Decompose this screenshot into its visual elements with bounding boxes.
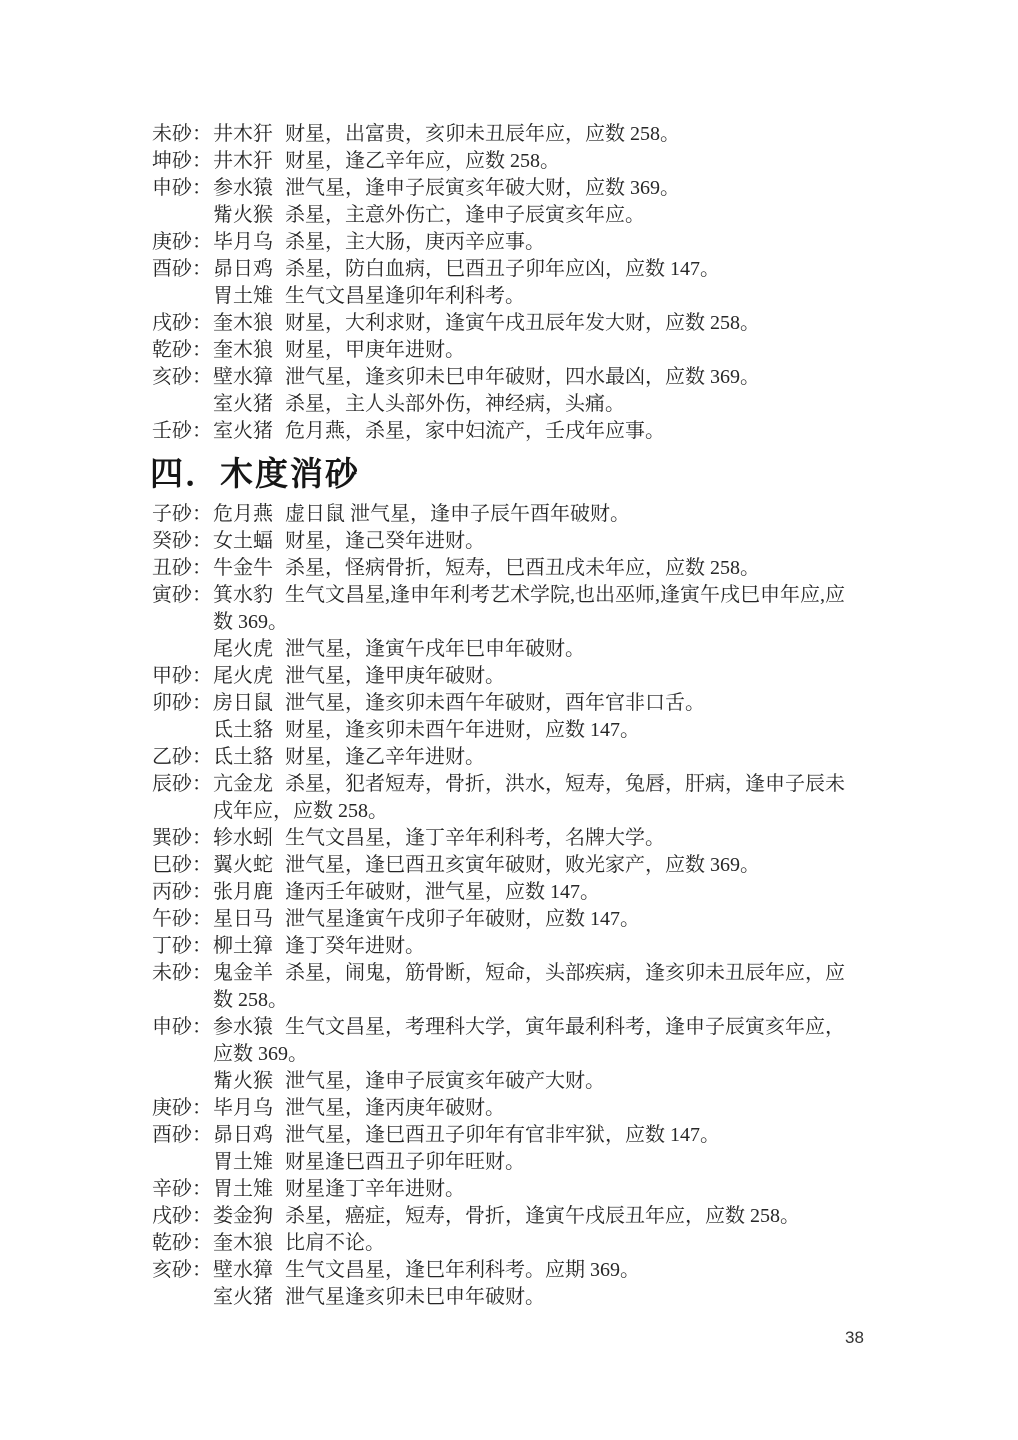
entry-description: 财星，逢乙辛年应，应数 258。 [285,150,560,172]
entry-content [213,1176,858,1203]
entry-content [213,337,858,364]
entry-label: 午砂： [152,908,212,930]
entry-star-name: 井木犴 [213,150,273,172]
entry-content [213,906,858,933]
entry-description: 泄气星，逢申子辰寅亥年破大财，应数 369。 [285,177,680,199]
entry-description: 生气文昌星，逢巳年利科考。应期 369。 [285,1259,640,1281]
entry-description: 泄气星，逢巳酉丑亥寅年破财，败光家产，应数 369。 [285,854,760,876]
entry-content [213,528,858,555]
entry-star-name: 鬼金羊 [213,962,273,984]
entry-row [152,202,875,229]
entry-label: 寅砂： [152,584,212,606]
entry-list-main [152,501,875,1311]
entry-star-name: 室火猪 [213,393,273,415]
entry-row [152,1014,875,1068]
entry-star-name: 女土蝠 [213,530,273,552]
entry-description: 泄气星，逢寅午戌年巳申年破财。 [285,638,585,660]
entry-label: 戌砂： [152,1205,212,1227]
entry-description: 比肩不论。 [285,1232,385,1254]
entry-description: 杀星，防白血病，巳酉丑子卯年应凶，应数 147。 [285,258,720,280]
entry-content [213,364,858,391]
text-block [152,121,875,1311]
entry-content [213,1230,858,1257]
entry-content [213,1014,858,1068]
entry-label: 辛砂： [152,1178,212,1200]
entry-description: 生气文昌星逢卯年利科考。 [285,285,525,307]
entry-star-name: 柳土獐 [213,935,273,957]
entry-star-name: 壁水獐 [213,1259,273,1281]
entry-description: 杀星，主大肠，庚丙辛应事。 [285,231,545,253]
entry-label: 坤砂： [152,150,212,172]
entry-label: 丙砂： [152,881,212,903]
entry-label: 巽砂： [152,827,212,849]
entry-star-name: 尾火虎 [213,665,273,687]
entry-row [152,337,875,364]
entry-content [213,121,858,148]
entry-label: 丑砂： [152,557,212,579]
entry-content [213,825,858,852]
entry-content [213,1095,858,1122]
entry-description: 泄气星逢亥卯未巳申年破财。 [285,1286,545,1308]
entry-description: 财星，逢己癸年进财。 [285,530,485,552]
entry-label: 癸砂： [152,530,212,552]
entry-label: 壬砂： [152,420,212,442]
entry-description: 杀星，癌症，短寿，骨折，逢寅午戌辰丑年应，应数 258。 [285,1205,800,1227]
entry-star-name: 轸水蚓 [213,827,273,849]
entry-row [152,825,875,852]
entry-star-name: 奎木狼 [213,312,273,334]
entry-label: 子砂： [152,503,212,525]
entry-row [152,852,875,879]
entry-star-name: 胃土雉 [213,285,273,307]
entry-row [152,1068,875,1095]
entry-star-name: 房日鼠 [213,692,273,714]
entry-content [213,744,858,771]
entry-description: 生气文昌星，考理科大学，寅年最利科考，逢申子辰寅亥年应，应数 369。 [213,1016,845,1065]
entry-content [213,391,858,418]
entry-row [152,1230,875,1257]
entry-star-name: 尾火虎 [213,638,273,660]
entry-row [152,1122,875,1149]
entry-content [213,555,858,582]
entry-row [152,1284,875,1311]
entry-star-name: 室火猪 [213,420,273,442]
entry-star-name: 危月燕 [213,503,273,525]
entry-star-name: 室火猪 [213,1286,273,1308]
entry-row [152,933,875,960]
entry-content [213,663,858,690]
entry-star-name: 亢金龙 [213,773,273,795]
entry-content [213,1203,858,1230]
entry-content [213,1149,858,1176]
entry-star-name: 觜火猴 [213,204,273,226]
entry-description: 财星，逢亥卯未酉午年进财，应数 147。 [285,719,640,741]
entry-row [152,1257,875,1284]
entry-row [152,364,875,391]
entry-star-name: 参水猿 [213,177,273,199]
entry-description: 财星，甲庚年进财。 [285,339,465,361]
entry-star-name: 井木犴 [213,123,273,145]
entry-star-name: 毕月乌 [213,231,273,253]
entry-description: 泄气星，逢亥卯未酉午年破财，酉年官非口舌。 [285,692,705,714]
entry-description: 生气文昌星,逢申年利考艺术学院,也出巫师,逢寅午戌巳申年应,应数 369。 [213,584,845,633]
entry-content [213,256,858,283]
entry-content [213,1284,858,1311]
entry-star-name: 星日马 [213,908,273,930]
entry-star-name: 胃土雉 [213,1178,273,1200]
entry-label: 申砂： [152,177,212,199]
entry-star-name: 奎木狼 [213,1232,273,1254]
entry-description: 财星，出富贵，亥卯未丑辰年应，应数 258。 [285,123,680,145]
entry-description: 泄气星逢寅午戌卯子年破财，应数 147。 [285,908,640,930]
entry-content [213,202,858,229]
entry-row [152,391,875,418]
entry-label: 酉砂： [152,1124,212,1146]
entry-row [152,582,875,636]
entry-star-name: 胃土雉 [213,1151,273,1173]
entry-star-name: 奎木狼 [213,339,273,361]
entry-content [213,690,858,717]
entry-row [152,1176,875,1203]
entry-row [152,663,875,690]
entry-row [152,744,875,771]
entry-row [152,283,875,310]
entry-content [213,1068,858,1095]
entry-content [213,933,858,960]
entry-content [213,148,858,175]
entry-star-name: 觜火猴 [213,1070,273,1092]
entry-label: 乾砂： [152,1232,212,1254]
entry-description: 财星，大利求财，逢寅午戌丑辰年发大财，应数 258。 [285,312,760,334]
entry-content [213,960,858,1014]
entry-description: 杀星，怪病骨折，短寿，巳酉丑戌未年应，应数 258。 [285,557,760,579]
entry-label: 卯砂： [152,692,212,714]
entry-star-name: 壁水獐 [213,366,273,388]
entry-row [152,121,875,148]
entry-star-name: 氐土貉 [213,746,273,768]
entry-description: 泄气星，逢甲庚年破财。 [285,665,505,687]
entry-row [152,555,875,582]
entry-content [213,879,858,906]
entry-star-name: 参水猿 [213,1016,273,1038]
entry-content [213,852,858,879]
entry-row [152,717,875,744]
entry-content [213,771,858,825]
entry-label: 未砂： [152,962,212,984]
entry-label: 甲砂： [152,665,212,687]
entry-row [152,1203,875,1230]
section-heading: 四．木度消砂 [150,455,360,492]
entry-star-name: 翼火蛇 [213,854,273,876]
entry-star-name: 昴日鸡 [213,1124,273,1146]
entry-label: 乾砂： [152,339,212,361]
entry-row [152,528,875,555]
entry-description: 生气文昌星，逢丁辛年利科考，名牌大学。 [285,827,665,849]
entry-label: 亥砂： [152,366,212,388]
entry-label: 庚砂： [152,1097,212,1119]
entry-description: 危月燕，杀星，家中妇流产，壬戌年应事。 [285,420,665,442]
entry-description: 杀星，犯者短寿，骨折，洪水，短寿，兔唇，肝病，逢申子辰未戌年应，应数 258。 [213,773,845,822]
entry-star-name: 娄金狗 [213,1205,273,1227]
entry-label: 丁砂： [152,935,212,957]
entry-row [152,175,875,202]
entry-label: 巳砂： [152,854,212,876]
entry-description: 杀星，主意外伤亡，逢申子辰寅亥年应。 [285,204,645,226]
entry-star-name: 氐土貉 [213,719,273,741]
entry-star-name: 昴日鸡 [213,258,273,280]
entry-description: 虚日鼠 泄气星，逢申子辰午酉年破财。 [285,503,630,525]
entry-description: 泄气星，逢巳酉丑子卯年有官非牢狱，应数 147。 [285,1124,720,1146]
entry-row [152,690,875,717]
entry-star-name: 牛金牛 [213,557,273,579]
entry-star-name: 毕月乌 [213,1097,273,1119]
entry-content [213,582,858,636]
entry-label: 辰砂： [152,773,212,795]
entry-row [152,229,875,256]
entry-content [213,310,858,337]
entry-description: 杀星，闹鬼，筋骨断，短命，头部疾病，逢亥卯未丑辰年应，应数 258。 [213,962,845,1011]
entry-row [152,960,875,1014]
entry-label: 亥砂： [152,1259,212,1281]
entry-row [152,771,875,825]
entry-star-name: 张月鹿 [213,881,273,903]
entry-row [152,501,875,528]
entry-label: 戌砂： [152,312,212,334]
entry-row [152,256,875,283]
entry-label: 酉砂： [152,258,212,280]
entry-row [152,148,875,175]
entry-label: 申砂： [152,1016,212,1038]
entry-list-top [152,121,875,445]
entry-content [213,229,858,256]
entry-row [152,1149,875,1176]
page-number: 38 [845,1328,864,1347]
entry-row [152,636,875,663]
entry-star-name: 箕水豹 [213,584,273,606]
entry-description: 财星逢丁辛年进财。 [285,1178,465,1200]
entry-description: 财星逢巳酉丑子卯年旺财。 [285,1151,525,1173]
entry-content [213,717,858,744]
entry-row [152,418,875,445]
entry-description: 泄气星，逢亥卯未巳申年破财，四水最凶，应数 369。 [285,366,760,388]
entry-row [152,879,875,906]
entry-description: 泄气星，逢申子辰寅亥年破产大财。 [285,1070,605,1092]
entry-description: 财星，逢乙辛年进财。 [285,746,485,768]
entry-content [213,1257,858,1284]
entry-description: 逢丙壬年破财，泄气星，应数 147。 [285,881,600,903]
entry-content [213,636,858,663]
entry-description: 泄气星，逢丙庚年破财。 [285,1097,505,1119]
entry-content [213,418,858,445]
entry-row [152,906,875,933]
entry-content [213,1122,858,1149]
entry-label: 乙砂： [152,746,212,768]
entry-content [213,175,858,202]
entry-content [213,283,858,310]
entry-content [213,501,858,528]
entry-label: 未砂： [152,123,212,145]
entry-description: 杀星，主人头部外伤，神经病，头痛。 [285,393,625,415]
entry-row [152,1095,875,1122]
entry-row [152,310,875,337]
entry-label: 庚砂： [152,231,212,253]
entry-description: 逢丁癸年进财。 [285,935,425,957]
